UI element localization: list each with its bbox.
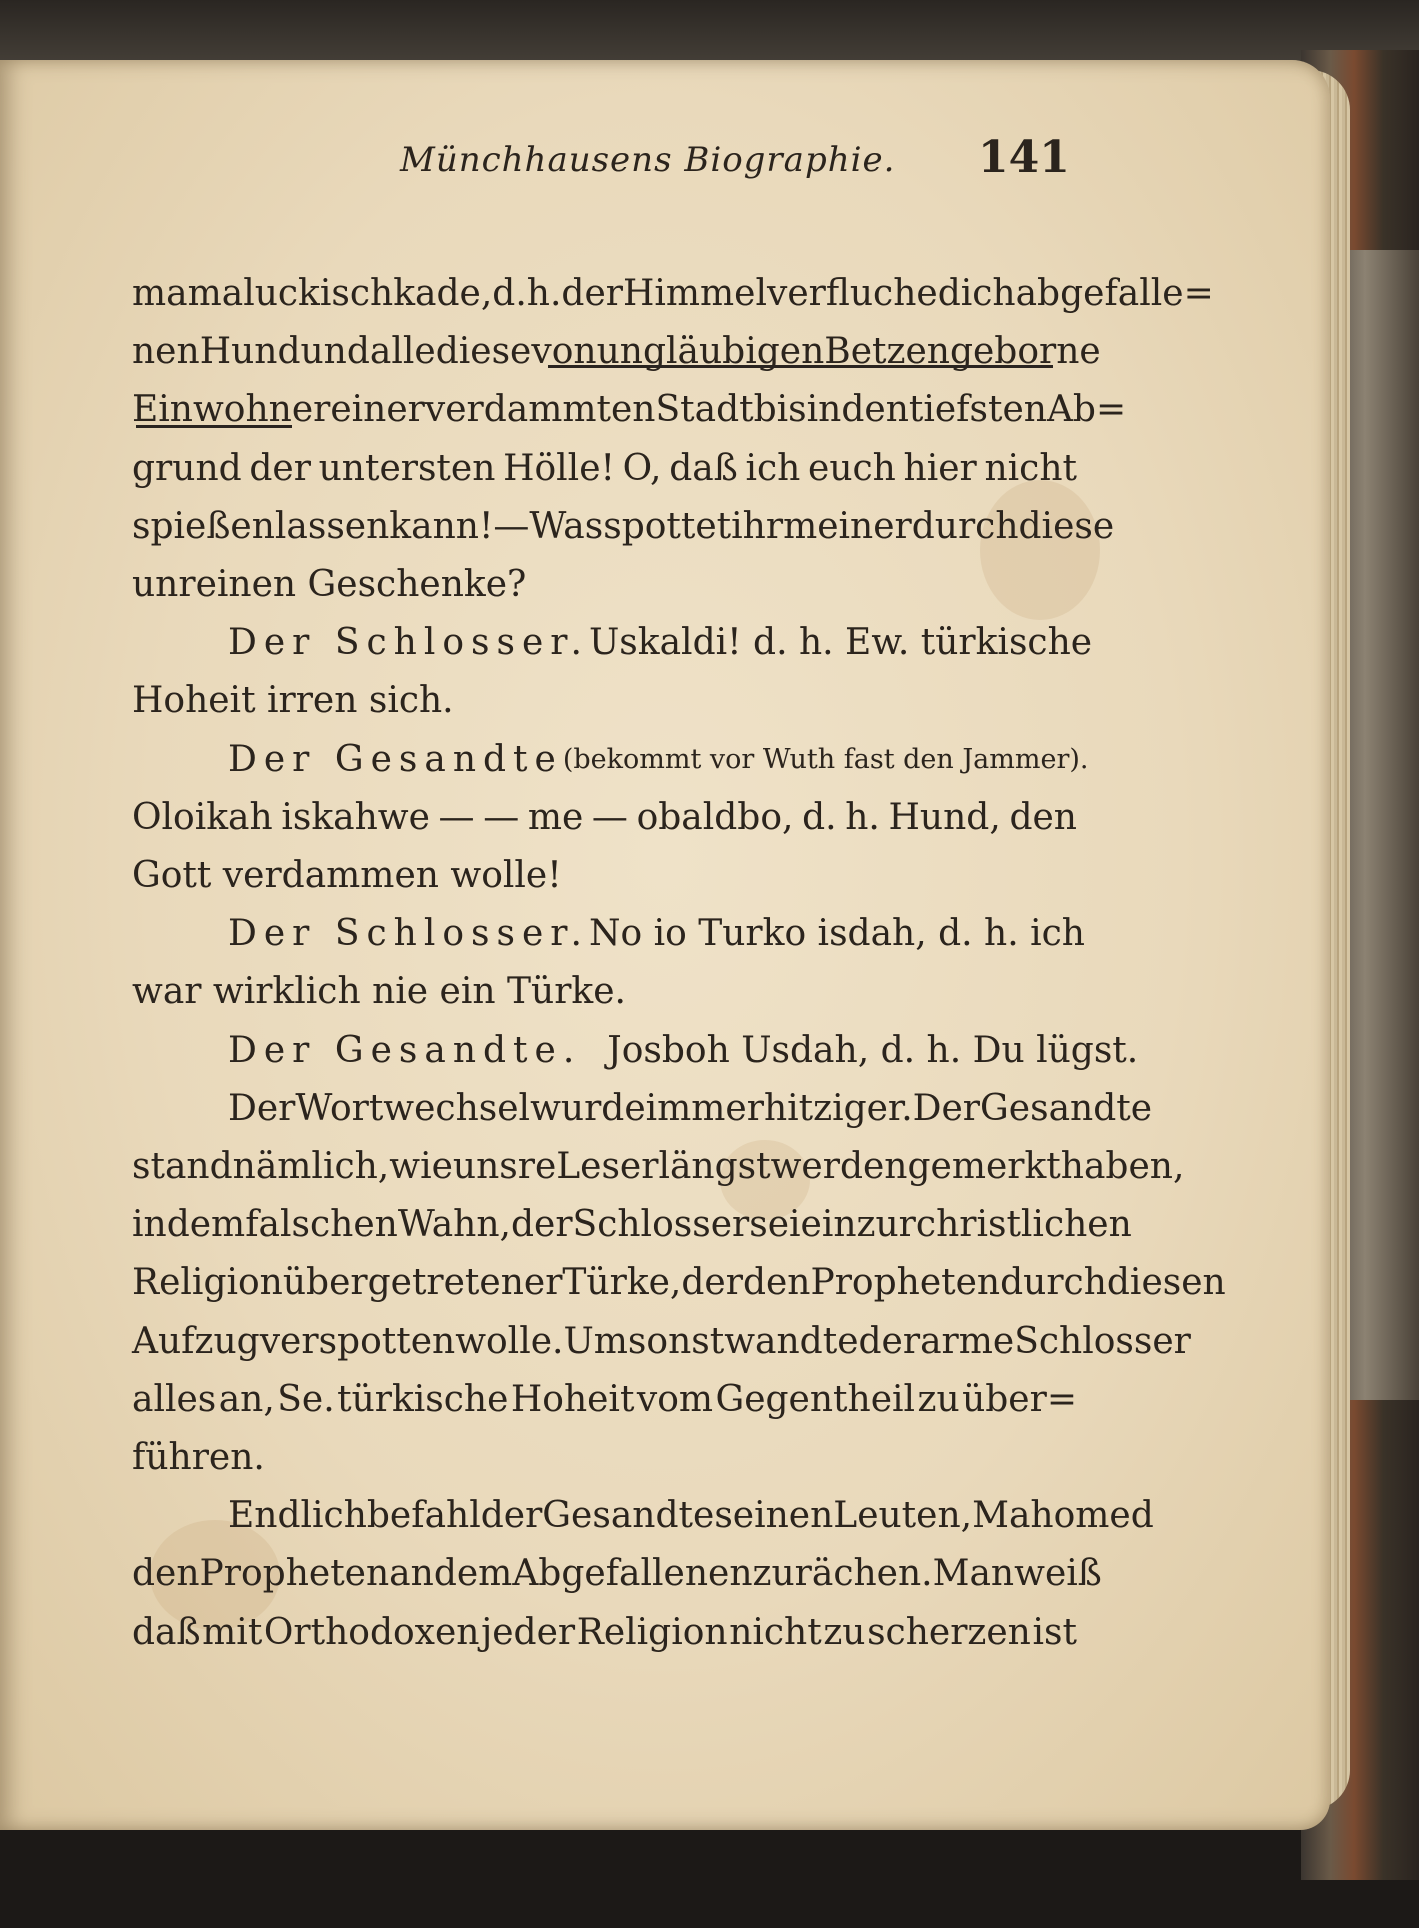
text-line: den Propheten an dem Abgefallenen zu rächen. Man weiß [132, 1553, 1102, 1595]
handwritten-underline [136, 425, 292, 428]
text-line: führen. [132, 1437, 265, 1479]
handwritten-underline [548, 365, 1053, 368]
dialogue-text: No io Turko isdah, d. h. ich [588, 913, 1085, 955]
dialogue-line [132, 1022, 1139, 1080]
text-line: in dem falschen Wahn, der Schlosser sei ein zur christlichen [132, 1204, 1132, 1246]
text-line: mamaluckischkade, d. h. der Himmel verfluche dich abgefalle= [132, 273, 1214, 314]
text-line: nen Hund und alle diese von ungläubigen Betzen geborne [132, 331, 1101, 373]
text-line: spießen lassen kann! — Was spottet ihr meiner durch diese [132, 505, 1115, 547]
text-line: stand nämlich, wie unsre Leser längst werden gemerkt haben, [132, 1146, 1185, 1188]
text-line: Einwohner einer verdammten Stadt bis in den tiefsten Ab= [132, 389, 1127, 431]
text-line: daß mit Orthodoxen jeder Religion nicht zu scherzen ist [132, 1611, 1077, 1653]
text-line: Endlich befahl der Gesandte seinen Leuten, Mahomed [228, 1495, 1154, 1537]
text-line: unreinen Geschenke? [132, 564, 527, 606]
text-line: Der Wortwechsel wurde immer hitziger. Der Gesandte [228, 1087, 1153, 1129]
speaker-label: Der Gesandte. [228, 1029, 582, 1071]
stage-direction: (bekommt vor Wuth fast den Jammer). [562, 743, 1089, 775]
dialogue-line [132, 614, 1093, 672]
speaker-label: Der Gesandte [228, 738, 563, 780]
text-line: Oloikah iskahwe — — me — obaldbo, d. h. Hund, den [132, 796, 1077, 838]
page-number: 141 [978, 132, 1070, 183]
speaker-label: Der Schlosser. [228, 913, 589, 955]
speaker-label: Der Schlosser. [228, 622, 589, 664]
dialogue-line [132, 905, 1085, 963]
text-line: Aufzug verspotten wolle. Umsonst wandte der arme Schlosser [132, 1320, 1191, 1362]
page-header [0, 118, 1330, 188]
text-line: war wirklich nie ein Türke. [132, 971, 626, 1013]
text-line: Gott verdammen wolle! [132, 855, 562, 897]
text-line: alles an, Se. türkische Hoheit vom Gegentheil zu über= [132, 1378, 1077, 1420]
dialogue-line [132, 731, 1089, 789]
text-line: grund der untersten Hölle! O, daß ich euch hier nicht [132, 447, 1077, 489]
dialogue-text: Josboh Usdah, d. h. Du lügst. [607, 1029, 1139, 1071]
text-line: Hoheit irren sich. [132, 680, 454, 722]
text-line: Religion übergetretener Türke, der den Propheten durch diesen [132, 1262, 1226, 1304]
dialogue-text: Uskaldi! d. h. Ew. türkische [588, 622, 1093, 664]
running-title: Münchhausens Biographie. [400, 140, 896, 180]
page-body [132, 265, 1226, 1662]
